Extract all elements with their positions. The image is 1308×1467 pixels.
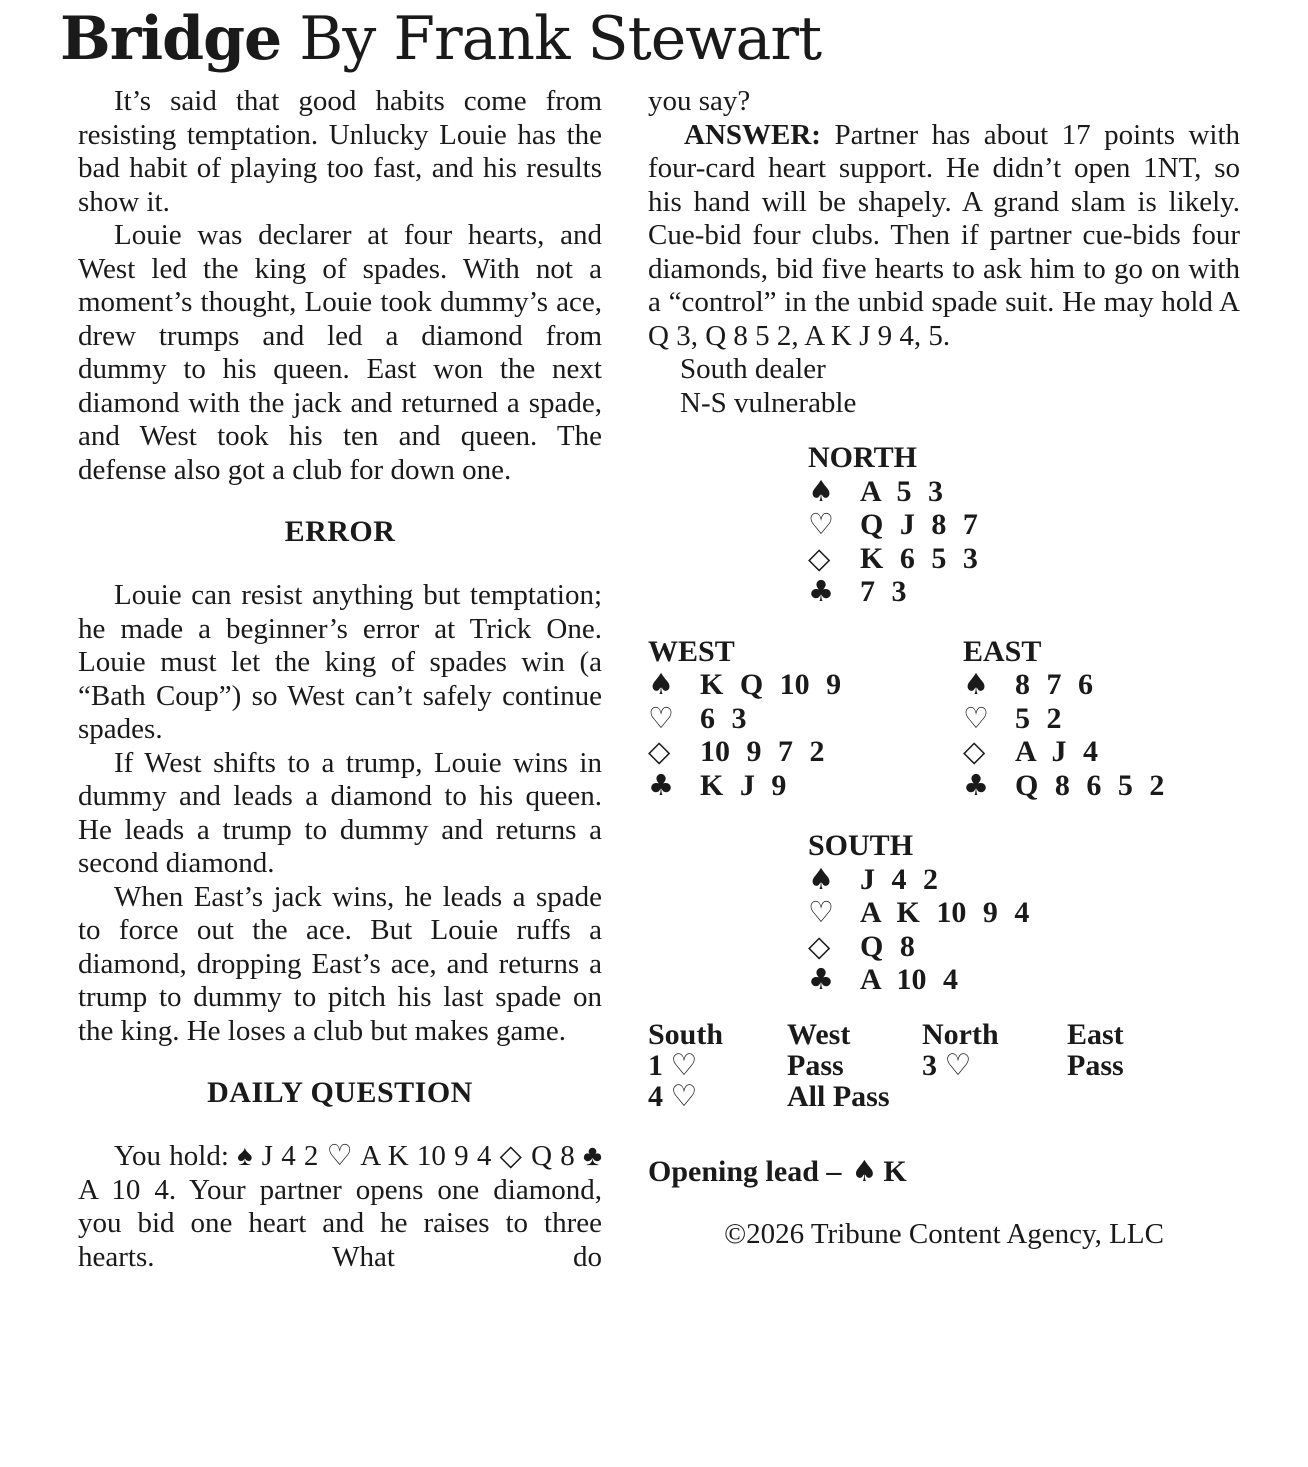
club-icon: ♣ xyxy=(808,574,834,608)
byline: By Frank Stewart xyxy=(299,4,822,74)
bidding-header-north: North xyxy=(922,1017,999,1051)
east-spades-cards: 8 7 6 xyxy=(1015,668,1093,701)
east-clubs-cards: Q 8 6 5 2 xyxy=(1015,768,1165,802)
bid-west-1: Pass xyxy=(787,1048,844,1082)
east-hearts-cards: 5 2 xyxy=(1015,701,1062,735)
east-clubs xyxy=(963,769,1240,803)
spade-icon: ♠ xyxy=(963,667,989,701)
answer-label: ANSWER: xyxy=(684,118,821,151)
east-hearts xyxy=(963,702,1240,736)
west-diamonds xyxy=(648,735,963,769)
north-hearts xyxy=(808,508,1240,542)
north-label: NORTH xyxy=(808,441,917,474)
opening-lead-card: K xyxy=(883,1154,907,1188)
error-paragraph-3: When East’s jack wins, he leads a spade to force out the ace. But Louie ruffs a diamond, dropping East’s ace, and returns a trump to dummy to pitch his last spade on the king. He loses a club but makes game. xyxy=(78,880,602,1047)
west-label: WEST xyxy=(648,634,735,668)
bid-north-2 xyxy=(922,1081,1067,1112)
north-hearts-cards: Q J 8 7 xyxy=(860,508,978,541)
question-continuation: you say? xyxy=(648,85,751,117)
opening-lead-label: Opening lead – xyxy=(648,1154,842,1188)
masthead xyxy=(0,0,1308,74)
column-name: Bridge xyxy=(60,4,282,74)
answer-paragraph xyxy=(648,119,1240,354)
east-hand xyxy=(963,635,1240,803)
west-east-row xyxy=(648,635,1240,803)
bid-east-1: Pass xyxy=(1067,1048,1124,1082)
heart-icon: ♡ xyxy=(648,700,674,735)
dealer-line: South dealer xyxy=(680,353,826,385)
south-row xyxy=(648,829,1240,997)
spade-icon: ♠ xyxy=(808,473,834,508)
west-clubs-cards: K J 9 xyxy=(700,768,787,802)
east-diamonds xyxy=(963,735,1240,769)
diamond-icon: ◇ xyxy=(648,734,671,768)
spade-icon: ♠ xyxy=(808,861,834,896)
south-label: SOUTH xyxy=(808,829,914,862)
west-diamonds-cards: 10 9 7 2 xyxy=(700,735,825,768)
spade-icon: ♠ xyxy=(648,667,674,701)
bid-east-2 xyxy=(1067,1081,1240,1112)
south-spades xyxy=(808,863,1240,897)
heart-icon: ♡ xyxy=(808,895,834,929)
club-icon: ♣ xyxy=(963,767,989,802)
west-spades xyxy=(648,668,963,702)
west-spades-cards: K Q 10 9 xyxy=(700,668,842,701)
south-hearts-cards: A K 10 9 4 xyxy=(860,896,1030,929)
north-clubs xyxy=(808,575,1240,609)
diamond-icon: ◇ xyxy=(963,734,986,768)
north-diamonds xyxy=(808,542,1240,576)
bidding-table xyxy=(648,1019,1240,1112)
right-column xyxy=(648,85,1240,1274)
bidding-header-south: South xyxy=(648,1017,724,1051)
south-clubs xyxy=(808,963,1240,997)
article-columns xyxy=(78,85,1308,1274)
south-spades-cards: J 4 2 xyxy=(860,862,938,896)
south-hand xyxy=(808,829,1240,997)
bid-south-1: 1 ♡ xyxy=(648,1048,698,1082)
daily-question-heading: DAILY QUESTION xyxy=(207,1076,473,1109)
north-clubs-cards: 7 3 xyxy=(860,575,907,608)
deal-diagram xyxy=(648,441,1240,997)
error-heading: ERROR xyxy=(284,515,396,548)
south-hearts xyxy=(808,896,1240,930)
north-spades-cards: A 5 3 xyxy=(860,474,944,508)
copyright-line: ©2026 Tribune Content Agency, LLC xyxy=(724,1217,1164,1250)
north-spades xyxy=(808,475,1240,509)
north-hand xyxy=(808,441,1240,609)
bid-west-2: All Pass xyxy=(787,1079,890,1113)
east-diamonds-cards: A J 4 xyxy=(1015,735,1099,768)
error-paragraph-2: If West shifts to a trump, Louie wins in dummy and leads a diamond to his queen. He leads a trump to dummy and returns a second diamond. xyxy=(78,746,602,879)
bid-north-1: 3 ♡ xyxy=(922,1048,972,1082)
club-icon: ♣ xyxy=(648,767,674,802)
left-column xyxy=(78,85,602,1274)
club-icon: ♣ xyxy=(808,962,834,996)
vulnerable-line: N-S vulnerable xyxy=(680,386,857,419)
south-diamonds-cards: Q 8 xyxy=(860,929,915,963)
heart-icon: ♡ xyxy=(963,700,989,735)
bidding-header-east: East xyxy=(1067,1017,1124,1051)
intro-paragraph-1: It’s said that good habits come from resisting temptation. Unlucky Louie has the bad habit of playing too fast, and his results show it. xyxy=(78,85,602,218)
diamond-icon: ◇ xyxy=(808,928,831,963)
error-paragraph-1: Louie can resist anything but temptation; he made a beginner’s error at Trick One. Louie must let the king of spades win (a “Bath Coup”) so West can’t safely continue spades. xyxy=(78,579,602,745)
west-hand xyxy=(648,635,963,803)
page-title xyxy=(60,4,1308,74)
west-hearts xyxy=(648,702,963,736)
south-clubs-cards: A 10 4 xyxy=(860,963,959,996)
daily-question-paragraph: You hold: ♠ J 4 2 ♡ A K 10 9 4 ◇ Q 8 ♣ A 10 4. Your partner opens one diamond, you bid one heart and he raises to three hearts. What do xyxy=(78,1140,602,1273)
bid-south-2: 4 ♡ xyxy=(648,1079,698,1113)
opening-lead xyxy=(648,1154,1240,1189)
intro-paragraph-2: Louie was declarer at four hearts, and West led the king of spades. With not a moment’s thought, Louie took dummy’s ace, drew trumps and led a diamond from dummy to his queen. East won the next diamond with the jack and returned a spade, and West took his ten and queen. The defense also got a club for down one. xyxy=(78,219,602,486)
west-clubs xyxy=(648,769,963,803)
diamond-icon: ◇ xyxy=(808,540,831,575)
answer-text: Partner has about 17 points with four-card heart support. He didn’t open 1NT, so his hand will be shapely. A grand slam is likely. Cue-bid four clubs. Then if partner cue-bids four diamonds, bid five hearts to ask him to go on with a “control” in the unbid spade suit. He may hold A Q 3, Q 8 5 2, A K J 9 4, 5. xyxy=(648,118,1241,352)
bidding-header-west: West xyxy=(787,1017,851,1051)
north-diamonds-cards: K 6 5 3 xyxy=(860,541,978,575)
west-hearts-cards: 6 3 xyxy=(700,701,747,735)
heart-icon: ♡ xyxy=(808,507,834,541)
east-label: EAST xyxy=(963,634,1042,668)
east-spades xyxy=(963,668,1240,702)
south-diamonds xyxy=(808,930,1240,964)
spade-icon: ♠ xyxy=(851,1153,878,1188)
